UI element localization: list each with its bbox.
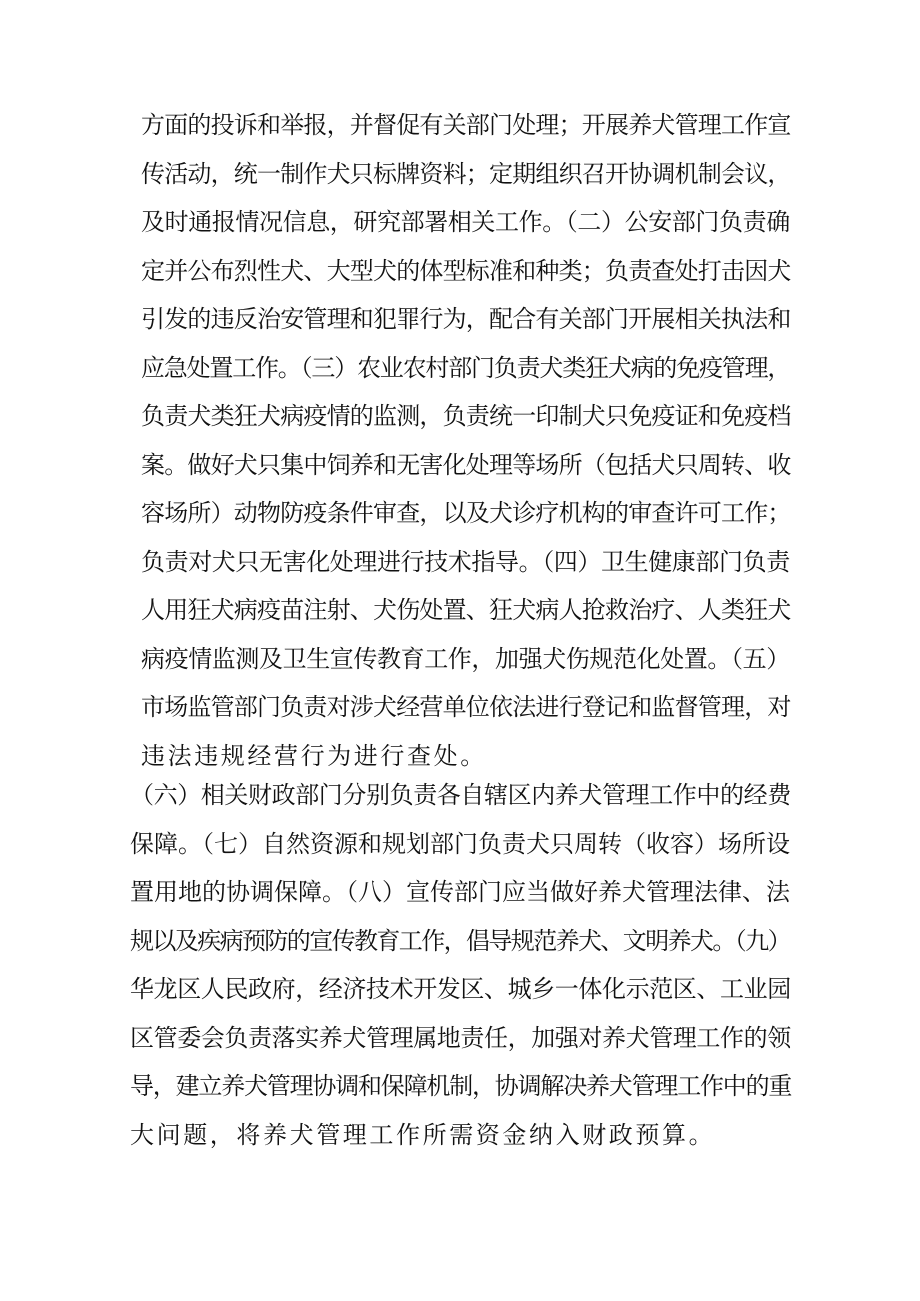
paragraph-1-line: 负责犬类狂犬病疫情的监测，负责统一印制犬只免疫证和免疫档 bbox=[141, 402, 791, 430]
paragraph-2-line: 置用地的协调保障。（八）宣传部门应当做好养犬管理法律、法 bbox=[130, 878, 790, 906]
paragraph-2-line: 规以及疾病预防的宣传教育工作，倡导规范养犬、文明养犬。（九） bbox=[130, 926, 790, 955]
paragraph-1 bbox=[141, 101, 791, 780]
paragraph-1-line: 定并公布烈性犬、大型犬的体型标准和种类；负责查处打击因犬 bbox=[141, 256, 791, 285]
paragraph-2-line: 华龙区人民政府，经济技术开发区、城乡一体化示范区、工业园 bbox=[130, 975, 791, 1003]
paragraph-1-line: 引发的违反治安管理和犯罪行为，配合有关部门开展相关执法和 bbox=[141, 305, 791, 333]
paragraph-1-line: 负责对犬只无害化处理进行技术指导。（四）卫生健康部门负责 bbox=[141, 547, 790, 576]
paragraph-2-line: 区管委会负责落实养犬管理属地责任，加强对养犬管理工作的领 bbox=[130, 1023, 791, 1052]
paragraph-1-line: 及时通报情况信息，研究部署相关工作。（二）公安部门负责确 bbox=[141, 208, 790, 236]
paragraph-1-line: 应急处置工作。（三）农业农村部门负责犬类狂犬病的免疫管理， bbox=[141, 353, 791, 382]
paragraph-1-line: 传活动，统一制作犬只标牌资料；定期组织召开协调机制会议， bbox=[141, 159, 791, 188]
paragraph-2-line: 导，建立养犬管理协调和保障机制，协调解决养犬管理工作中的重 bbox=[130, 1072, 792, 1100]
paragraph-1-line: 违法违规经营行为进行查处。 bbox=[141, 741, 487, 770]
paragraph-1-line: 方面的投诉和举报，并督促有关部门处理；开展养犬管理工作宣 bbox=[141, 111, 791, 139]
paragraph-1-line: 案。做好犬只集中饲养和无害化处理等场所（包括犬只周转、收 bbox=[141, 450, 791, 479]
paragraph-2-line: 大问题，将养犬管理工作所需资金纳入财政预算。 bbox=[130, 1120, 716, 1149]
paragraph-1-line: 人用狂犬病疫苗注射、犬伤处置、狂犬病人抢救治疗、人类狂犬 bbox=[141, 596, 791, 624]
paragraph-2-line: （六）相关财政部门分别负责各自辖区内养犬管理工作中的经费 bbox=[130, 781, 791, 809]
paragraph-1-line: 病疫情监测及卫生宣传教育工作，加强犬伤规范化处置。（五） bbox=[141, 644, 790, 673]
paragraph-1-line: 容场所）动物防疫条件审查，以及犬诊疗机构的审查许可工作； bbox=[141, 499, 791, 527]
paragraph-2-line: 保障。（七）自然资源和规划部门负责犬只周转（收容）场所设 bbox=[130, 829, 790, 858]
paragraph-1-line: 市场监管部门负责对涉犬经营单位依法进行登记和监督管理，对 bbox=[141, 693, 791, 721]
paragraph-2 bbox=[130, 771, 792, 1159]
